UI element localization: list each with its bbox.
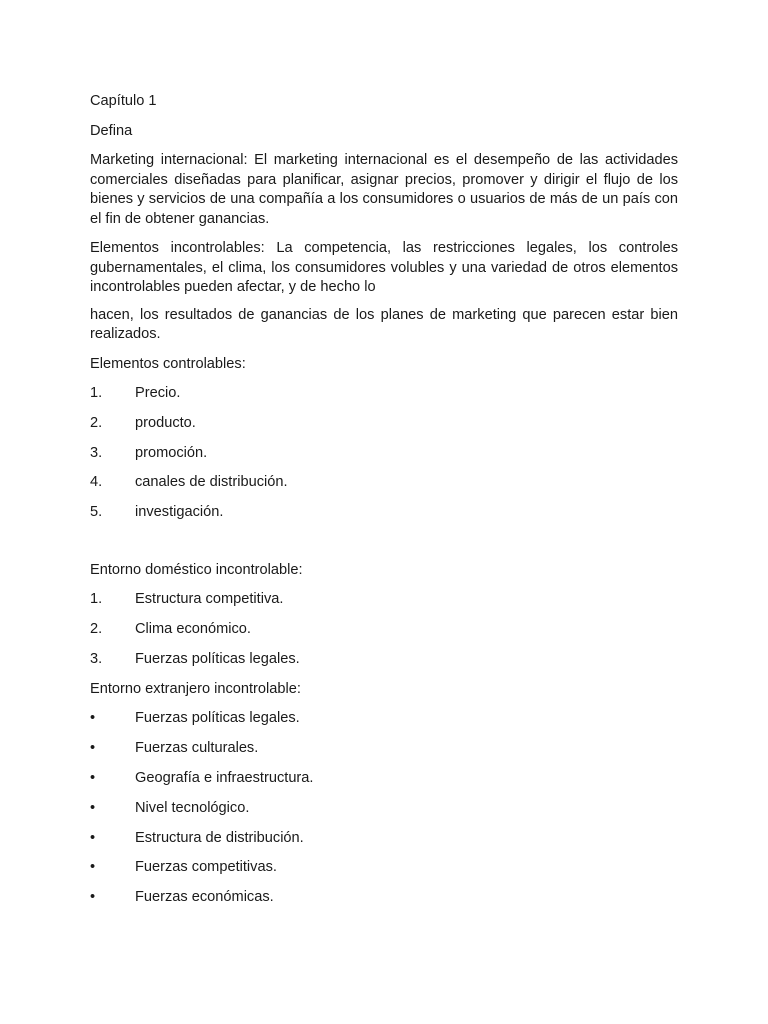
list-marker: 1. [90, 385, 103, 401]
list-item [90, 709, 678, 729]
controlables-heading: Elementos controlables: [90, 355, 246, 372]
list-item [90, 473, 678, 493]
blank-line [90, 533, 678, 561]
list-item-text: investigación. [135, 504, 224, 521]
list-item-text: Geografía e infraestructura. [135, 769, 314, 786]
bullet-marker: • [90, 710, 96, 727]
list-item-text: Fuerzas políticas legales. [135, 710, 300, 727]
list-item [90, 384, 678, 404]
extranjero-heading: Entorno extranjero incontrolable: [90, 680, 301, 697]
paragraph-elementos-incontrolables-continued: hacen, los resultados de ganancias de los planes de marketing que parecen estar bien realizados. [90, 306, 678, 342]
list-marker: 5. [90, 504, 103, 521]
bullet-marker: • [90, 829, 96, 846]
chapter-title: Capítulo 1 [90, 93, 157, 109]
list-item [90, 503, 678, 523]
domestico-list [90, 590, 678, 669]
list-item [90, 769, 678, 789]
controlables-list [90, 384, 678, 523]
list-item [90, 444, 678, 464]
list-item [90, 799, 678, 819]
list-item-text: Fuerzas políticas legales. [135, 651, 300, 668]
bullet-marker: • [90, 859, 96, 876]
list-item-text: Fuerzas competitivas. [135, 859, 277, 876]
list-item [90, 650, 678, 670]
instruction-text: Defina [90, 122, 133, 139]
paragraph-marketing-internacional: Marketing internacional: El marketing internacional es el desempeño de las actividades comerciales diseñadas para planificar, asignar precios, promover y dirigir el flujo de los bienes y servicios de una compañía a los consumidores o usuarios de más de un país con el fin de obtener ganancias. [90, 152, 678, 227]
bullet-marker: • [90, 799, 96, 816]
list-item-text: Nivel tecnológico. [135, 799, 250, 816]
list-item [90, 414, 678, 434]
list-marker: 2. [90, 414, 103, 431]
paragraph-elementos-incontrolables: Elementos incontrolables: La competencia, las restricciones legales, los controles gubernamentales, el clima, los consumidores volubles y una variedad de otros elementos incontrolables pueden afectar, y de hecho lo [90, 240, 678, 295]
list-item-text: Estructura de distribución. [135, 829, 304, 846]
list-item [90, 620, 678, 640]
list-item [90, 858, 678, 878]
list-item-text: producto. [135, 414, 196, 431]
bullet-marker: • [90, 769, 96, 786]
list-item-text: Fuerzas económicas. [135, 889, 274, 906]
bullet-marker: • [90, 889, 96, 906]
list-item [90, 590, 678, 610]
list-item-text: Precio. [135, 385, 181, 401]
list-marker: 3. [90, 651, 103, 668]
bullet-marker: • [90, 740, 96, 757]
domestico-heading: Entorno doméstico incontrolable: [90, 561, 303, 578]
list-item-text: promoción. [135, 444, 208, 461]
list-marker: 4. [90, 474, 103, 491]
list-item-text: Clima económico. [135, 621, 251, 638]
list-marker: 3. [90, 444, 103, 461]
extranjero-list [90, 709, 678, 907]
list-item-text: Fuerzas culturales. [135, 740, 259, 757]
list-item-text: canales de distribución. [135, 474, 288, 491]
list-marker: 2. [90, 621, 103, 638]
list-marker: 1. [90, 591, 103, 608]
list-item [90, 739, 678, 759]
list-item [90, 888, 678, 908]
document-page [90, 92, 678, 918]
list-item [90, 829, 678, 849]
list-item-text: Estructura competitiva. [135, 591, 284, 608]
